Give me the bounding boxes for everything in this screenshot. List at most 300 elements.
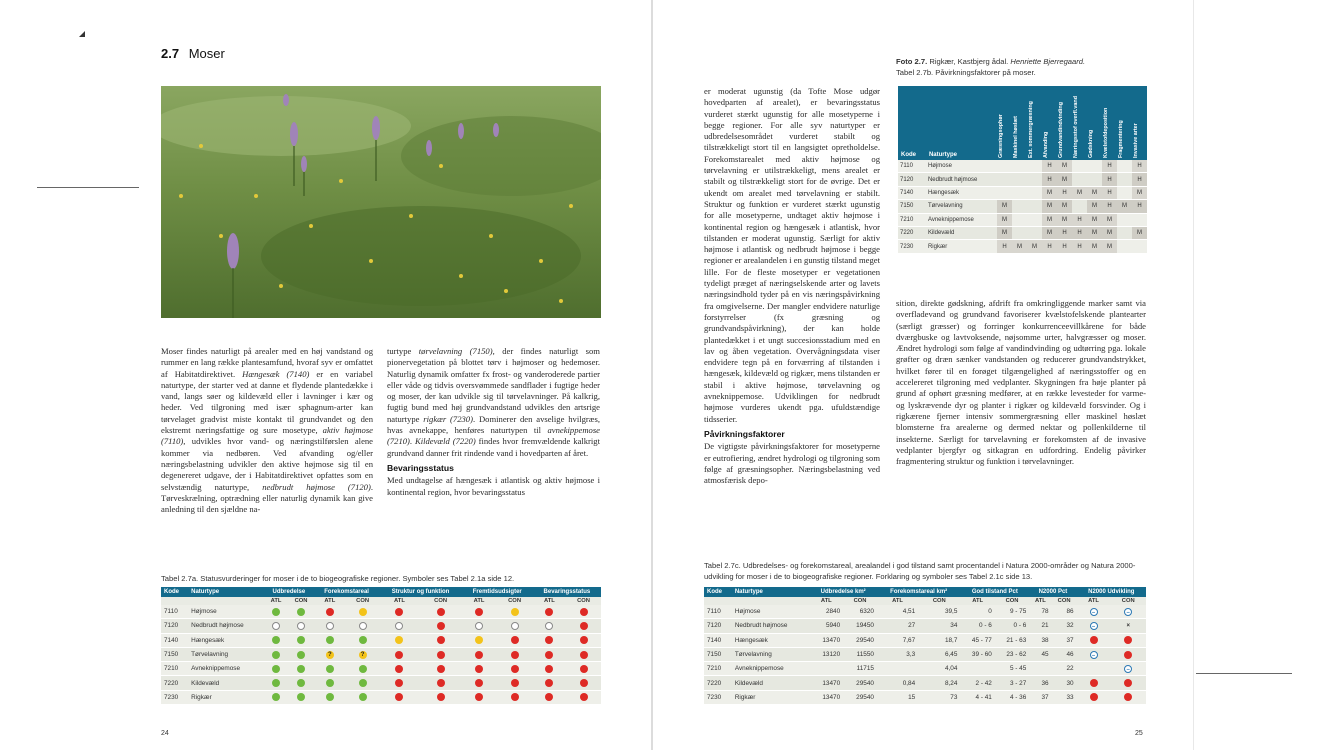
value-cell: 6,45 <box>918 647 960 661</box>
impact-cell: M <box>997 226 1012 239</box>
stable-status-icon: – <box>1124 665 1132 673</box>
table-row <box>161 690 601 704</box>
status-cell <box>346 605 380 619</box>
impact-cell <box>1117 240 1132 253</box>
status-cell <box>314 662 346 676</box>
table-row <box>898 160 1147 173</box>
development-cell <box>1110 605 1146 619</box>
value-cell: 33 <box>1052 690 1077 704</box>
red-status-icon <box>545 679 553 687</box>
impact-cell <box>1072 160 1087 173</box>
impact-cell: M <box>1027 240 1042 253</box>
region-label: ATL <box>533 597 566 605</box>
value-cell: 0 - 6 <box>960 619 994 633</box>
photo-caption-text: Rigkær, Kastbjerg ådal. <box>927 57 1011 66</box>
impact-cell: M <box>1102 226 1117 239</box>
development-cell <box>1077 619 1111 633</box>
white-status-icon <box>395 622 403 630</box>
status-cell <box>533 662 566 676</box>
red-status-icon <box>437 651 445 659</box>
table-row <box>898 200 1147 213</box>
impact-cell: M <box>1057 173 1072 186</box>
impact-cell: M <box>1072 186 1087 199</box>
code-cell: 7140 <box>704 633 732 647</box>
red-status-icon <box>475 665 483 673</box>
factor-header <box>1042 86 1057 160</box>
value-cell: 32 <box>1052 619 1077 633</box>
status-cell <box>346 633 380 647</box>
red-status-icon <box>511 693 519 701</box>
status-cell <box>533 633 566 647</box>
yellow-status-icon <box>511 608 519 616</box>
region-label: CON <box>496 597 532 605</box>
habitat-name-cell: Højmose <box>732 605 810 619</box>
value-cell: 34 <box>918 619 960 633</box>
green-status-icon <box>272 636 280 644</box>
red-status-icon <box>511 665 519 673</box>
code-cell: 7230 <box>161 690 188 704</box>
text-run: Kildevæld (7220) <box>415 436 476 447</box>
page-number: 24 <box>161 730 169 737</box>
red-status-icon <box>475 679 483 687</box>
white-status-icon <box>475 622 483 630</box>
region-label: ATL <box>1029 597 1051 605</box>
status-cell <box>462 633 497 647</box>
red-status-icon <box>437 608 445 616</box>
margin-rule <box>1196 673 1292 674</box>
table-row <box>704 676 1146 690</box>
white-status-icon <box>359 622 367 630</box>
impact-cell: M <box>1042 226 1057 239</box>
body-column-1 <box>161 346 373 515</box>
region-label: ATL <box>809 597 843 605</box>
status-cell <box>379 690 419 704</box>
area-table <box>704 587 1146 705</box>
region-label: ATL <box>314 597 346 605</box>
section-title: Moser <box>188 46 225 61</box>
table-row <box>704 619 1146 633</box>
impact-cell <box>1012 173 1027 186</box>
region-label: CON <box>566 597 601 605</box>
unknown-status-icon: ? <box>359 651 367 659</box>
yellow-status-icon <box>475 636 483 644</box>
table-row <box>161 647 601 661</box>
red-status-icon <box>545 636 553 644</box>
region-label: CON <box>1110 597 1146 605</box>
table-row <box>161 633 601 647</box>
red-status-icon <box>437 665 445 673</box>
habitat-name-cell: Avneknippemose <box>188 662 264 676</box>
value-cell: 30 <box>1052 676 1077 690</box>
region-label: ATL <box>960 597 994 605</box>
red-status-icon <box>475 651 483 659</box>
subheading-pavirkningsfaktorer: Påvirkningsfaktorer <box>704 428 785 439</box>
photo-credit: Henriette Bjerregaard. <box>1010 57 1086 66</box>
status-cell <box>496 619 532 633</box>
right-page <box>653 0 1333 750</box>
column-header: N2000 Udvikling <box>1077 587 1146 597</box>
white-status-icon <box>545 622 553 630</box>
impact-cell: M <box>1057 160 1072 173</box>
development-cell <box>1110 619 1146 633</box>
table-b-caption: Tabel 2.7b. Påvirkningsfaktorer på moser. <box>896 68 1036 77</box>
impact-cell: H <box>1132 200 1147 213</box>
region-label: CON <box>420 597 462 605</box>
impact-cell: H <box>1072 240 1087 253</box>
status-cell <box>264 662 288 676</box>
status-cell <box>462 619 497 633</box>
status-cell <box>264 605 288 619</box>
value-cell <box>960 662 994 676</box>
status-cell <box>379 676 419 690</box>
status-cell <box>288 619 314 633</box>
impact-cell: H <box>997 240 1012 253</box>
page-edge <box>1193 0 1194 750</box>
impact-cell: H <box>1102 173 1117 186</box>
table-row <box>161 676 601 690</box>
status-table <box>161 587 601 705</box>
status-cell <box>566 662 601 676</box>
paragraph: De vigtigste påvirkningsfaktorer for mosetyperne er eutrofiering, ændret hydrologi og tilgroning som følge af græsningsopher. Næringsbelastning ved atmosfærisk depo- <box>704 441 880 486</box>
development-cell <box>1110 690 1146 704</box>
red-status-icon <box>395 608 403 616</box>
code-cell: 7120 <box>161 619 188 633</box>
impact-cell: M <box>1042 213 1057 226</box>
impact-cell <box>1012 186 1027 199</box>
factor-header <box>1027 86 1042 160</box>
value-cell: 9 - 75 <box>995 605 1029 619</box>
value-cell: 13470 <box>809 690 843 704</box>
text-run: Hængesæk (7140) <box>242 368 310 379</box>
habitat-name-cell: Nedbrudt højmose <box>188 619 264 633</box>
paragraph: er moderat ugunstig (da Tofte Mose udgør hovedparten af arealet), er bevaringsstatus vurderet stærkt ugunstig for alle mosetyperne i begge regioner. For alle syv naturtyper er udbredelsesområdet vurderet stabilt og tilstrækkeligt stort til en langsigtet opretholdelse. Forekomstarealet med aktiv højmose og tørvelavning er utilstrækkeligt, mens arealet er stabilt og tilstrækkeligt stort for de øvrige. Det er ukendt om arealet med tørvelavning er stabilt. Struktur og funktion er vurderet stærkt ugunstig for alle mosetyperne, undtaget aktiv højmose i kontinental region og hængesæk i atlantisk, hvor tilstanden er moderat ugunstig. Særligt for aktiv højmose i atlantisk og nedbrudt højmose i begge regioner er arealandelen i en gunstig tilstand meget lille. For de fleste mosetyper er vegetationen tydeligt præget af næringselskende arter og lavets næringsindhold tyder på en vis næringspåvirkning fra omgivelserne. Der mangler endvidere naturlige forstyrrelser (fx græsning og grundvandspåvirkning), der kan holde plantedækket i et ungt succesionsstadium med en lav og åben vegetation. Overvågningsdata viser endvidere tegn på en forværring af tilstanden i hængesæk, kildevæld og rigkær, mens tilstanden er stabil i aktive højmose, tørvelavning og avneknippemose. Udviklingen for nedbrudt højmose vurderes ukendt pga. ufuldstændige tidsserier. <box>704 86 880 424</box>
impact-cell: M <box>1042 200 1057 213</box>
factor-header <box>1072 86 1087 160</box>
value-cell: 15 <box>877 690 918 704</box>
factor-label: Græsningsophør <box>998 114 1004 158</box>
status-cell <box>533 647 566 661</box>
red-status-icon <box>511 636 519 644</box>
habitat-name-cell: Kildevæld <box>188 676 264 690</box>
red-status-icon <box>475 608 483 616</box>
impact-cell <box>1117 226 1132 239</box>
table-row <box>898 173 1147 186</box>
white-status-icon <box>272 622 280 630</box>
code-cell: 7140 <box>898 186 926 199</box>
value-cell: 37 <box>1052 633 1077 647</box>
paragraph: sition, direkte gødskning, afdrift fra omkringliggende marker samt via overfladevand og grundvand favoriserer kvælstofelskende plantearter (særligt græsser) og forringer konkurrenceevillkårene for både dværgbuske og lavtvoksende, nøjsomme urter, halvgræsser og moser. Ændret hydrologi som følge af vandindvinding og udtørring pga. lokale grøfter og dræn sænker vandstanden og reducerer grundvandstrykket, hvilket fører til en forøget tilgængelighed af næringsstoffer og en accelereret tilgroning med vedplanter. Skygningen fra høje planter på grund af ophørt græsning medfører, at en række levesteder for varme- og lyskrævende dyr og planter i rigkær og kildevæld forsvinder. Og i rigkærene fjerner intensiv sommergræsning eller maskinel høslæt blomsterne fra arealerne og dermed nektar og pollenkilderne til insekterne. Særligt for tørvelavning er forekomsten af de invasive vedplanter bjergfyr og sitkagran en udfordring. Endelig påvirker fragmentering struktur og funktion i tørvelavninger. <box>896 298 1146 467</box>
status-cell <box>314 676 346 690</box>
value-cell: 5940 <box>809 619 843 633</box>
impact-cell <box>997 186 1012 199</box>
impact-cell <box>1117 186 1132 199</box>
factor-label: Maskinel høslæt <box>1013 116 1019 158</box>
factor-label: Invasive arter <box>1133 123 1139 158</box>
development-cell <box>1110 633 1146 647</box>
impact-cell <box>997 173 1012 186</box>
red-status-icon <box>580 679 588 687</box>
body-column-2 <box>387 346 600 498</box>
table-row <box>704 605 1146 619</box>
red-status-icon <box>580 665 588 673</box>
green-status-icon <box>326 693 334 701</box>
status-cell <box>496 662 532 676</box>
green-status-icon <box>272 679 280 687</box>
value-cell: 27 <box>877 619 918 633</box>
green-status-icon <box>359 693 367 701</box>
impact-cell <box>1027 213 1042 226</box>
impact-cell: M <box>1102 213 1117 226</box>
subheader-empty <box>161 597 188 605</box>
code-cell: 7120 <box>704 619 732 633</box>
crop-mark-icon <box>79 31 85 37</box>
value-cell: 29540 <box>843 676 877 690</box>
value-cell: 36 <box>1029 676 1051 690</box>
table-row <box>161 619 601 633</box>
left-page <box>0 0 651 750</box>
table-row <box>898 226 1147 239</box>
development-cell <box>1110 662 1146 676</box>
value-cell: 3 - 27 <box>995 676 1029 690</box>
habitat-name-cell: Kildevæld <box>732 676 810 690</box>
code-cell: 7110 <box>704 605 732 619</box>
table-row <box>161 662 601 676</box>
habitat-name-cell: Avneknippemose <box>732 662 810 676</box>
habitat-name-cell: Nedbrudt højmose <box>926 173 997 186</box>
red-status-icon <box>437 679 445 687</box>
value-cell: 2840 <box>809 605 843 619</box>
code-cell: 7150 <box>704 647 732 661</box>
red-status-icon <box>437 622 445 630</box>
status-cell <box>462 690 497 704</box>
code-cell: 7110 <box>161 605 188 619</box>
green-status-icon <box>326 665 334 673</box>
green-status-icon <box>272 608 280 616</box>
code-cell: 7150 <box>161 647 188 661</box>
factor-label: Ext. sommergræsning <box>1028 101 1034 158</box>
red-status-icon <box>326 608 334 616</box>
value-cell: 37 <box>1029 690 1051 704</box>
green-status-icon <box>297 651 305 659</box>
value-cell: 39 - 60 <box>960 647 994 661</box>
status-cell <box>496 605 532 619</box>
impact-cell: H <box>1042 173 1057 186</box>
value-cell: 0,84 <box>877 676 918 690</box>
status-cell <box>462 662 497 676</box>
value-cell: 29540 <box>843 690 877 704</box>
text-run: findes hvor fremvældende kalkrigt grundvand danner frit rindende vand i hovedparten af året. <box>387 436 600 458</box>
yellow-status-icon <box>395 636 403 644</box>
value-cell: 3,3 <box>877 647 918 661</box>
impact-cell: M <box>997 200 1012 213</box>
value-cell: 8,24 <box>918 676 960 690</box>
status-cell <box>264 676 288 690</box>
meadow-photo <box>161 86 601 318</box>
factor-header <box>1102 86 1117 160</box>
status-cell <box>566 676 601 690</box>
status-cell <box>420 633 462 647</box>
green-status-icon <box>272 651 280 659</box>
status-cell <box>288 605 314 619</box>
text-run: turtype <box>387 346 419 356</box>
text-run: , udvikles hvor vand- og næringstilførslen alene kommer via nedbøren. Ved afvanding og/eller næringsbelastning udvikler den aktive højmose sig til en degenereret udgave, der i Habitatdirektivet opfattes som en selvstændig naturtype, <box>161 436 373 492</box>
status-cell <box>314 690 346 704</box>
paragraph: Med undtagelse af hængesæk i atlantisk og aktiv højmose i kontinental region, hvor bevaringsstatus <box>387 475 600 497</box>
value-cell: 13470 <box>809 676 843 690</box>
habitat-name-cell: Nedbrudt højmose <box>732 619 810 633</box>
text-run: avnekippemose (7210) <box>387 425 600 447</box>
habitat-name-cell: Tørvelavning <box>926 200 997 213</box>
green-status-icon <box>272 665 280 673</box>
red-status-icon <box>511 651 519 659</box>
status-cell <box>496 647 532 661</box>
value-cell: 39,5 <box>918 605 960 619</box>
subheader-empty <box>188 597 264 605</box>
value-cell: 73 <box>918 690 960 704</box>
red-status-icon <box>580 693 588 701</box>
impact-cell <box>1012 200 1027 213</box>
status-cell <box>379 647 419 661</box>
impact-cell: M <box>997 213 1012 226</box>
impact-cell: H <box>1132 160 1147 173</box>
development-cell <box>1077 647 1111 661</box>
region-label: CON <box>288 597 314 605</box>
body-column-1 <box>704 86 880 486</box>
column-header: Struktur og funktion <box>379 587 461 597</box>
column-header: N2000 Pct <box>1029 587 1076 597</box>
factor-header <box>997 86 1012 160</box>
impact-cell <box>1012 160 1027 173</box>
value-cell <box>1029 662 1051 676</box>
column-header: Udbredelse km² <box>809 587 877 597</box>
code-cell: 7120 <box>898 173 926 186</box>
status-cell <box>379 662 419 676</box>
code-cell: 7210 <box>161 662 188 676</box>
white-status-icon <box>511 622 519 630</box>
impact-cell: H <box>1042 240 1057 253</box>
impact-cell <box>1027 173 1042 186</box>
development-cell <box>1077 676 1111 690</box>
impact-cell <box>1132 213 1147 226</box>
column-header: Udbredelse <box>264 587 314 597</box>
habitat-name-cell: Hængesæk <box>732 633 810 647</box>
value-cell: 38 <box>1029 633 1051 647</box>
status-cell <box>346 676 380 690</box>
value-cell: 78 <box>1029 605 1051 619</box>
factor-label: Kvælstofdeposition <box>1103 107 1109 158</box>
impact-cell: H <box>1102 186 1117 199</box>
photo-caption-label: Foto 2.7. <box>896 57 928 66</box>
impact-cell: H <box>1102 160 1117 173</box>
status-cell <box>379 605 419 619</box>
value-cell: 4 - 41 <box>960 690 994 704</box>
code-cell: 7230 <box>704 690 732 704</box>
status-cell <box>420 647 462 661</box>
value-cell <box>809 662 843 676</box>
text-run: rigkær (7230) <box>423 413 473 424</box>
factor-label: Gødskning <box>1088 129 1094 158</box>
text-run: . <box>409 436 415 447</box>
table-row <box>704 633 1146 647</box>
column-header: Kode <box>161 587 188 597</box>
status-cell <box>533 605 566 619</box>
red-status-icon <box>395 665 403 673</box>
habitat-name-cell: Tørvelavning <box>188 647 264 661</box>
habitat-name-cell: Rigkær <box>188 690 264 704</box>
status-cell <box>379 619 419 633</box>
paragraph <box>387 346 600 459</box>
value-cell: 19450 <box>843 619 877 633</box>
red-status-icon <box>395 693 403 701</box>
value-cell: 7,67 <box>877 633 918 647</box>
table-row <box>704 690 1146 704</box>
impact-cell <box>1072 173 1087 186</box>
table-a-caption: Tabel 2.7a. Statusvurderinger for moser i de to biogeografiske regioner. Symboler ses Tabel 2.1a side 12. <box>161 574 515 583</box>
region-label: CON <box>995 597 1029 605</box>
status-cell <box>496 690 532 704</box>
impact-cell: H <box>1042 160 1057 173</box>
impact-cell: H <box>1102 200 1117 213</box>
subheader-empty <box>732 597 810 605</box>
text-run: . Tørveskrælning, optrædning eller naturlig dynamik kan give anledning til den sjældne na- <box>161 481 373 515</box>
status-cell <box>288 676 314 690</box>
status-cell <box>346 619 380 633</box>
status-cell <box>346 647 380 661</box>
value-cell: 18,7 <box>918 633 960 647</box>
status-cell <box>566 690 601 704</box>
table-c-caption: Tabel 2.7c. Udbredelses- og forekomstareal, arealandel i god tilstand samt procentandel i Natura 2000-områder og Natura 2000-udvikling for moser i de to biogeografiske regioner. Forklaring og symboler ses Tabel 2.1c side 13. <box>704 561 1136 581</box>
status-cell <box>533 619 566 633</box>
green-status-icon <box>297 693 305 701</box>
impact-cell: M <box>1132 226 1147 239</box>
red-status-icon <box>545 693 553 701</box>
impact-cell <box>1027 186 1042 199</box>
development-cell <box>1110 647 1146 661</box>
habitat-name-cell: Avneknippemose <box>926 213 997 226</box>
green-status-icon <box>297 608 305 616</box>
status-cell <box>420 662 462 676</box>
status-cell <box>533 690 566 704</box>
column-header: Kode <box>704 587 732 597</box>
value-cell: 45 <box>1029 647 1051 661</box>
table-row <box>898 213 1147 226</box>
status-cell <box>462 647 497 661</box>
code-cell: 7220 <box>898 226 926 239</box>
red-status-icon <box>395 651 403 659</box>
region-label: ATL <box>462 597 497 605</box>
status-cell <box>288 662 314 676</box>
region-label: ATL <box>379 597 419 605</box>
status-cell <box>462 676 497 690</box>
habitat-name-cell: Rigkær <box>926 240 997 253</box>
status-cell <box>264 619 288 633</box>
value-cell: 4 - 36 <box>995 690 1029 704</box>
impact-cell <box>1027 226 1042 239</box>
red-status-icon <box>580 651 588 659</box>
text-run: Moser findes naturligt på arealer med en høj vandstand og rummer en lang række plantesamfund, hvoraf syv er omfattet af Habitatdirektivet. <box>161 346 373 379</box>
status-cell <box>314 605 346 619</box>
green-status-icon <box>297 679 305 687</box>
impact-cell: H <box>1072 213 1087 226</box>
code-cell: 7110 <box>898 160 926 173</box>
impact-cell: M <box>1132 186 1147 199</box>
code-cell: 7210 <box>704 662 732 676</box>
stable-status-icon: – <box>1090 608 1098 616</box>
paragraph <box>161 346 373 515</box>
impact-cell <box>1012 226 1027 239</box>
column-header: Kode <box>898 86 926 160</box>
impact-cell: M <box>1042 186 1057 199</box>
